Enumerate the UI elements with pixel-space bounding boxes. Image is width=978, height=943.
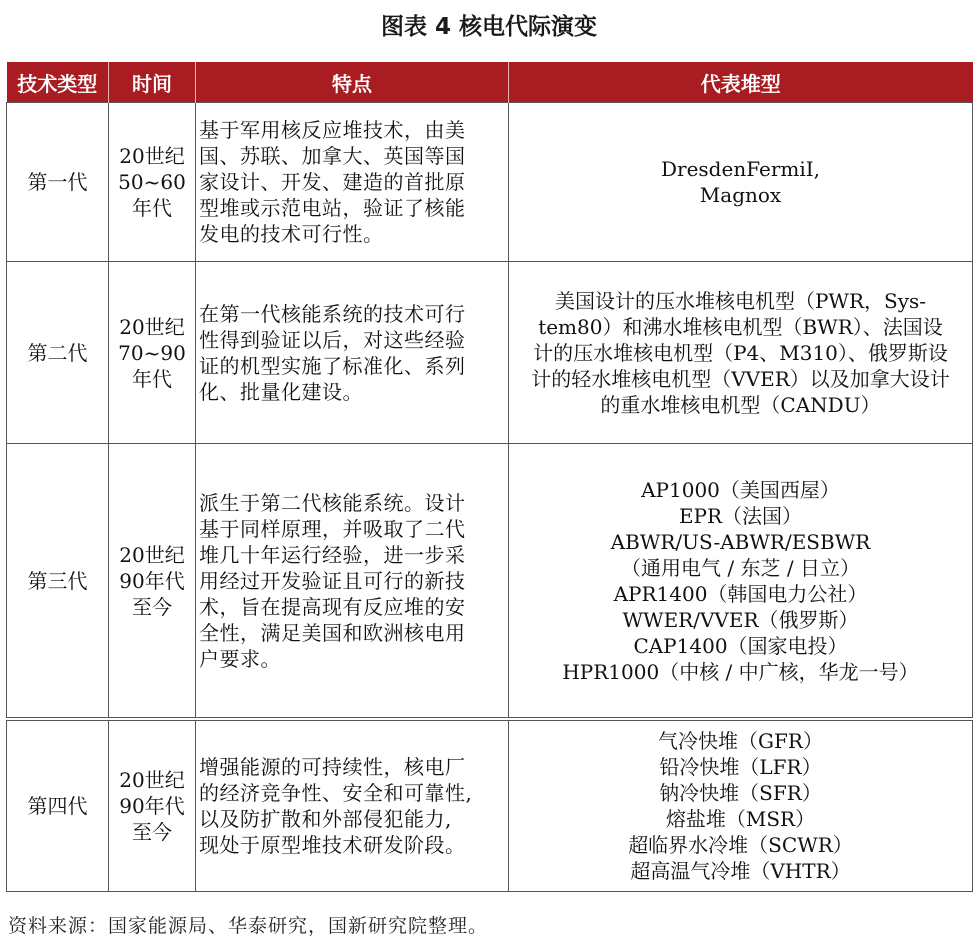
table-header-row <box>7 62 973 103</box>
table-row <box>7 719 973 892</box>
reactors-cell: 气冷快堆（GFR） 铅冷快堆（LFR） 钠冷快堆（SFR） 熔盐堆（MSR） 超临界水冷堆（SCWR） 超高温气冷堆（VHTR） <box>509 719 973 892</box>
features-cell: 增强能源的可持续性，核电厂 的经济竞争性、安全和可靠性, 以及防扩散和外部侵犯能力, 现处于原型堆技术研发阶段。 <box>196 719 509 892</box>
source-note: 资料来源：国家能源局、华泰研究，国新研究院整理。 <box>8 915 489 937</box>
header-reactors: 代表堆型 <box>509 62 973 103</box>
generation-type-cell: 第一代 <box>7 103 109 262</box>
features-cell: 基于军用核反应堆技术，由美 国、苏联、加拿大、英国等国 家设计、开发、建造的首批原 型堆或示范电站，验证了核能 发电的技术可行性。 <box>196 103 509 262</box>
time-cell: 20世纪 70~90 年代 <box>109 262 196 444</box>
header-time: 时间 <box>109 62 196 103</box>
header-features: 特点 <box>196 62 509 103</box>
table-row <box>7 262 973 444</box>
header-tech-type: 技术类型 <box>7 62 109 103</box>
reactors-cell: DresdenFermiI, Magnox <box>509 103 973 262</box>
reactors-cell: 美国设计的压水堆核电机型（PWR，Sys- tem80）和沸水堆核电机型（BWR）、法国设 计的压水堆核电机型（P4、M310）、俄罗斯设 计的轻水堆核电机型（VVER）以及加拿大设计 的重水堆核电机型（CANDU） <box>509 262 973 444</box>
generation-type-cell: 第三代 <box>7 444 109 720</box>
table-row <box>7 444 973 720</box>
generation-type-cell: 第二代 <box>7 262 109 444</box>
time-cell: 20世纪 90年代 至今 <box>109 719 196 892</box>
generation-type-cell: 第四代 <box>7 719 109 892</box>
reactors-cell: AP1000（美国西屋） EPR（法国） ABWR/US-ABWR/ESBWR （通用电气 / 东芝 / 日立） APR1400（韩国电力公社） WWER/VVER（俄罗斯） CAP1400（国家电投） HPR1000（中核 / 中广核，华龙一号） <box>509 444 973 720</box>
table-row <box>7 103 973 262</box>
nuclear-generations-table <box>6 62 973 892</box>
features-cell: 派生于第二代核能系统。设计 基于同样原理，并吸取了二代 堆几十年运行经验，进一步采 用经过开发验证且可行的新技 术，旨在提高现有反应堆的安 全性，满足美国和欧洲核电用 户要求。 <box>196 444 509 720</box>
features-cell: 在第一代核能系统的技术可行 性得到验证以后，对这些经验 证的机型实施了标准化、系列 化、批量化建设。 <box>196 262 509 444</box>
time-cell: 20世纪 90年代 至今 <box>109 444 196 720</box>
figure-title: 图表 4 核电代际演变 <box>380 14 598 40</box>
time-cell: 20世纪 50~60 年代 <box>109 103 196 262</box>
